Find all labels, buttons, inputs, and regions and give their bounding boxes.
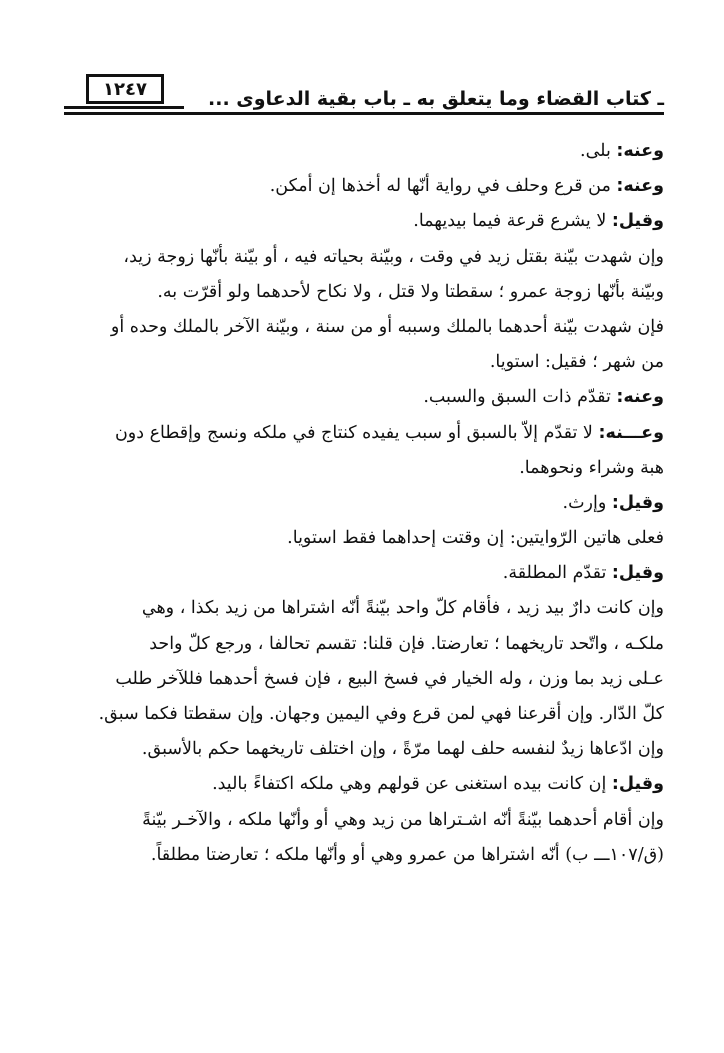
text-line (64, 732, 664, 767)
text-line (64, 838, 664, 873)
line-text: لا يشرع قرعة فيما بيديهما. (413, 211, 612, 232)
text-line (64, 591, 664, 626)
line-label: وقيل: (611, 563, 664, 584)
text-line (64, 662, 664, 697)
line-text: من شهر ؛ فقيل: استويا. (489, 352, 664, 373)
line-text: إن كانت بيده استغنى عن قولهم وهي ملكه اكتفاءً باليد. (212, 774, 612, 795)
line-text: تقدّم ذات السبق والسبب. (423, 387, 617, 408)
line-label: وقيل: (611, 774, 664, 795)
text-line (64, 521, 664, 556)
line-label: وعنه: (616, 141, 664, 161)
line-label: وقيل: (611, 492, 664, 513)
text-line (64, 416, 664, 451)
text-line (64, 310, 664, 345)
text-line (64, 345, 664, 380)
line-text: وإرث. (562, 492, 612, 513)
header-rule-left (64, 106, 184, 109)
line-label: وعنه: (616, 387, 664, 408)
line-text: (ق/١٠٧ـــ ب) أنّه اشتراها من عمرو وهي أو وأنّها ملكه ؛ تعارضتا مطلقاً. (150, 844, 664, 865)
header-rule (64, 112, 664, 115)
line-text: فإن شهدت بيّنة أحدهما بالملك وسببه أو من سنة ، وبيّنة الآخر بالملك وحده أو (110, 316, 664, 337)
text-line (64, 204, 664, 239)
line-label: وعـــنه: (598, 422, 664, 443)
text-line (64, 697, 664, 732)
text-line (64, 451, 664, 486)
text-line (64, 380, 664, 415)
page-number-box (86, 74, 164, 104)
line-text: بلى. (580, 141, 617, 161)
running-title: ـ كتاب القضاء وما يتعلق به ـ باب بقية الدعاوى ... (208, 88, 664, 110)
line-label: وقيل: (611, 211, 664, 232)
line-text: وإن شهدت بيّنة بقتل زيد في وقت ، وبيّنة بحياته فيه ، أو بيّنة بأنّها زوجة زيد، (123, 246, 664, 267)
body-text (64, 134, 664, 873)
line-text: لا تقدّم إلاّ بالسبق أو سبب يفيده كنتاج في ملكه ونسج وإقطاع دون (114, 422, 599, 443)
page-number: ١٢٤٧ (103, 78, 147, 100)
text-line (64, 240, 664, 275)
text-line (64, 486, 664, 521)
page-header (64, 70, 664, 118)
line-text: وإن كانت دارٌ بيد زيد ، فأقام كلّ واحد بيّنةً أنّه اشتراها من زيد بكذا ، وهي (141, 598, 664, 619)
line-text: وإن ادّعاها زيدٌ لنفسه حلف لهما مرّةً ، وإن اختلف تاريخهما حكم بالأسبق. (141, 739, 664, 760)
text-line (64, 767, 664, 802)
text-line (64, 803, 664, 838)
text-line (64, 275, 664, 310)
line-text: وبيّنة بأنّها زوجة عمرو ؛ سقطتا ولا قتل ، ولا نكاح لأحدهما ولو أقرّت به. (157, 281, 664, 302)
text-line (64, 627, 664, 662)
line-text: هبة وشراء ونحوهما. (519, 457, 664, 478)
text-line (64, 556, 664, 591)
line-text: من قرع وحلف في رواية أنّها له أخذها إن أمكن. (269, 176, 617, 197)
line-text: فعلى هاتين الرّوايتين: إن وقتت إحداهما فقط استويا. (287, 528, 664, 549)
line-text: تقدّم المطلقة. (502, 563, 612, 584)
text-line (64, 134, 664, 169)
line-label: وعنه: (616, 176, 664, 197)
line-text: عـلى زيد بما وزن ، وله الخيار في فسخ البيع ، فإن فسخ أحدهما فللآخر طلب (115, 668, 664, 689)
line-text: وإن أقام أحدهما بيّنةً أنّه اشـتراها من زيد وهي أو وأنّها ملكه ، والآخـر بيّنةً (142, 809, 664, 830)
line-text: كلّ الدّار. وإن أقرعنا فهي لمن قرع وفي اليمين وجهان. وإن سقطتا فكما سبق. (98, 704, 664, 724)
line-text: ملكـه ، واتّحد تاريخهما ؛ تعارضتا. فإن قلنا: تقسم تحالفا ، ورجع كلّ واحد (149, 633, 664, 654)
text-line (64, 169, 664, 204)
